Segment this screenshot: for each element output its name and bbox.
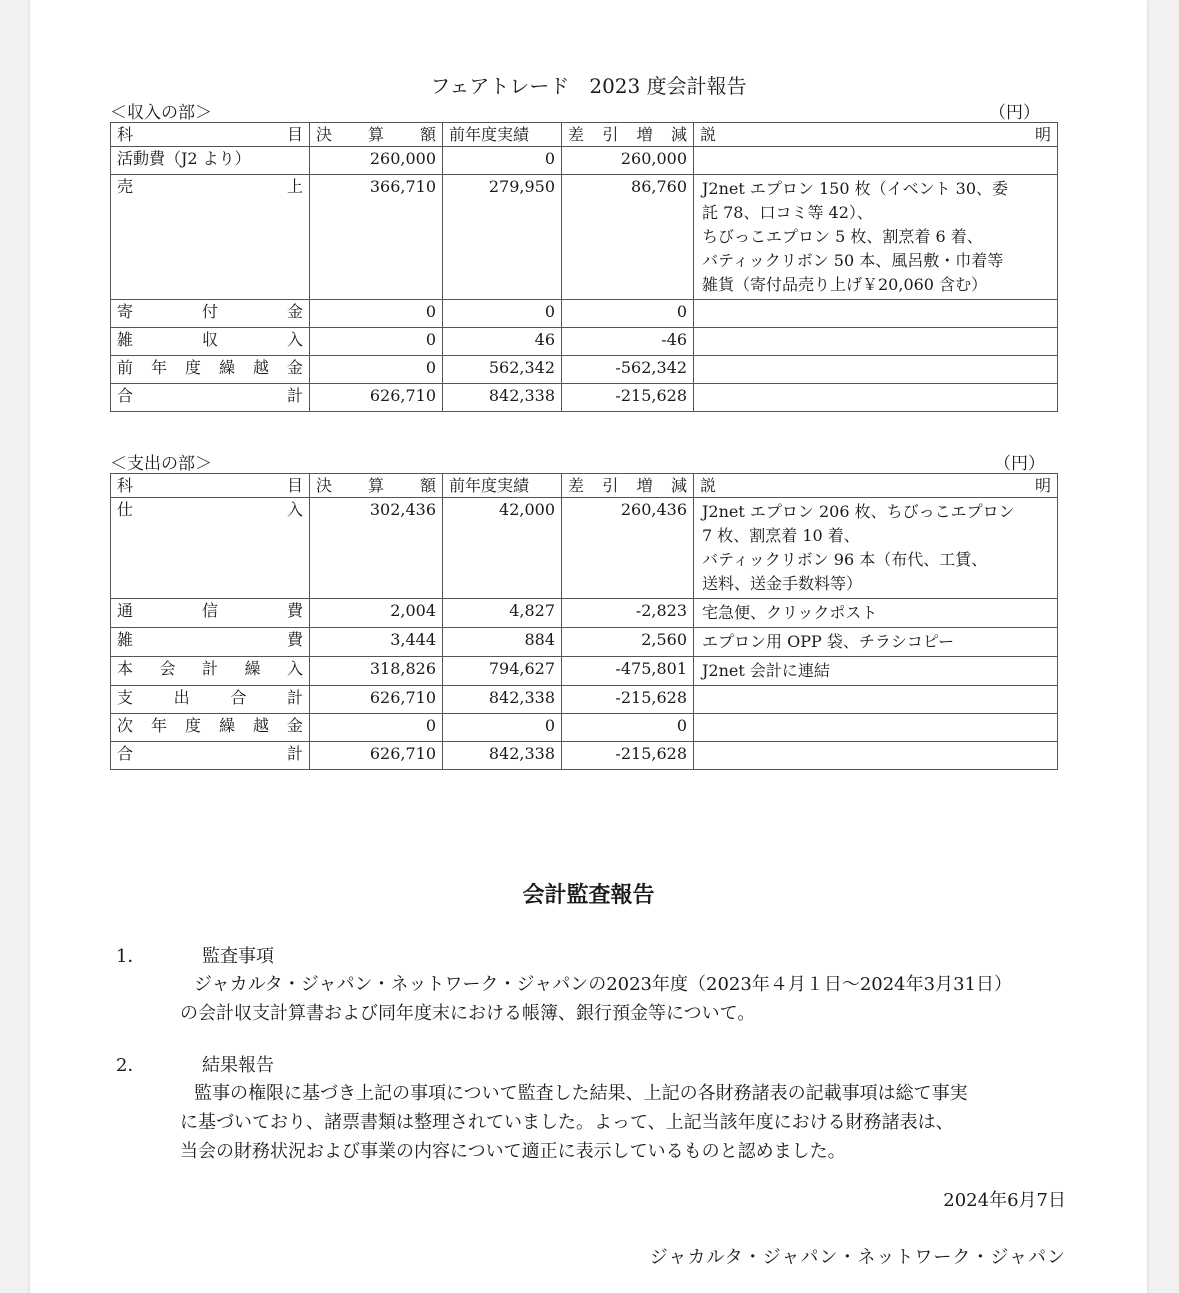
row-desc-line: バティックリボン 96 本（布代、工賃、 [702, 550, 988, 569]
row-desc-line: J2net エプロン 150 枚（イベント 30、委 [702, 179, 1009, 198]
row-settled: 0 [310, 300, 443, 328]
row-item-text: 繰 [244, 659, 261, 678]
row-settled: 2,004 [310, 599, 443, 628]
header-diff-text: 減 [670, 476, 687, 495]
document-page [30, 0, 1147, 1293]
row-diff: -475,801 [562, 657, 694, 686]
header-diff-text: 増 [636, 476, 653, 495]
header-desc [694, 123, 1058, 147]
row-prev: 0 [443, 147, 562, 175]
expense-table [110, 473, 1058, 770]
row-settled: 0 [310, 714, 443, 742]
row-item [111, 384, 310, 412]
audit-date: 2024年6月7日 [943, 1190, 1066, 1211]
row-item-text: 合 [117, 744, 134, 763]
report-title: フェアトレード 2023 度会計報告 [430, 74, 747, 98]
row-desc [694, 686, 1058, 714]
row-item-text: 合 [230, 688, 247, 707]
header-settled-text: 決 [316, 476, 333, 495]
header-settled [310, 474, 443, 498]
header-item-text: 目 [286, 125, 303, 144]
header-desc-text: 明 [1034, 125, 1051, 144]
row-item-text: 繰 [218, 716, 235, 735]
row-settled: 366,710 [310, 175, 443, 300]
row-prev: 842,338 [443, 384, 562, 412]
row-desc-line: エプロン用 OPP 袋、チラシコピー [702, 632, 955, 651]
row-desc [694, 628, 1058, 657]
row-desc [694, 356, 1058, 384]
row-prev: 42,000 [443, 498, 562, 599]
row-item-text: 次 [117, 716, 134, 735]
row-desc-line: J2net 会計に連結 [702, 661, 830, 680]
row-item-text: 上 [286, 177, 303, 196]
row-item [111, 147, 310, 175]
row-settled: 3,444 [310, 628, 443, 657]
row-item [111, 657, 310, 686]
row-diff: -215,628 [562, 686, 694, 714]
header-diff-text: 引 [602, 125, 619, 144]
audit-section2-line: に基づいており、諸票書類は整理されていました。よって、上記当該年度における財務諸表は、 [180, 1112, 954, 1133]
header-prev [443, 474, 562, 498]
row-item-text: 計 [286, 744, 303, 763]
row-item [111, 328, 310, 356]
audit-title: 会計監査報告 [522, 883, 655, 908]
row-prev: 279,950 [443, 175, 562, 300]
row-settled: 626,710 [310, 384, 443, 412]
header-desc [694, 474, 1058, 498]
row-desc [694, 328, 1058, 356]
row-item [111, 628, 310, 657]
row-item-text: 繰 [218, 358, 235, 377]
row-item-text: 出 [173, 688, 190, 707]
row-desc-line: 宅急便、クリックポスト [702, 603, 878, 622]
table-row [111, 356, 1058, 384]
table-row [111, 147, 1058, 175]
row-prev: 884 [443, 628, 562, 657]
row-diff: 86,760 [562, 175, 694, 300]
header-desc-text: 説 [700, 476, 717, 495]
table-row [111, 599, 1058, 628]
row-prev: 0 [443, 300, 562, 328]
row-diff: -215,628 [562, 742, 694, 770]
row-desc [694, 175, 1058, 300]
header-diff-text: 引 [602, 476, 619, 495]
row-item-text: 計 [286, 386, 303, 405]
row-item-text: 仕 [117, 500, 134, 519]
header-settled-text: 算 [367, 476, 384, 495]
table-row [111, 714, 1058, 742]
row-item-text: 収 [201, 330, 218, 349]
row-prev: 794,627 [443, 657, 562, 686]
row-prev: 4,827 [443, 599, 562, 628]
table-row [111, 628, 1058, 657]
row-item [111, 686, 310, 714]
row-item-text: 売 [117, 177, 134, 196]
row-desc [694, 657, 1058, 686]
row-item-text: 費 [286, 630, 303, 649]
row-item-text: 本 [117, 659, 134, 678]
income-unit: （円） [989, 103, 1040, 123]
row-item [111, 714, 310, 742]
row-diff: 0 [562, 300, 694, 328]
row-item-text: 通 [117, 601, 134, 620]
row-item-text: 会 [159, 659, 176, 678]
row-desc-line: バティックリボン 50 本、風呂敷・巾着等 [702, 251, 1004, 270]
header-item-text: 科 [117, 125, 134, 144]
header-diff [562, 474, 694, 498]
row-item [111, 498, 310, 599]
row-item-text: 金 [286, 302, 303, 321]
row-prev: 0 [443, 714, 562, 742]
row-item-text: 金 [286, 358, 303, 377]
row-diff: -46 [562, 328, 694, 356]
audit-section1-number: 1． [116, 946, 146, 967]
row-settled: 302,436 [310, 498, 443, 599]
row-item-text: 雑 [117, 630, 134, 649]
row-diff: 0 [562, 714, 694, 742]
audit-section2-title: 結果報告 [202, 1055, 274, 1076]
row-desc [694, 498, 1058, 599]
audit-section1-line: ジャカルタ・ジャパン・ネットワーク・ジャパンの2023年度（2023年４月１日〜2024年3月31日） [194, 974, 1012, 995]
row-item-text: 費 [286, 601, 303, 620]
row-desc [694, 742, 1058, 770]
header-settled-text: 算 [367, 125, 384, 144]
row-item-text: 支 [117, 688, 134, 707]
header-settled-text: 決 [316, 125, 333, 144]
row-item-text: 活動費（J2 より） [117, 149, 251, 168]
row-settled: 0 [310, 356, 443, 384]
row-diff: 2,560 [562, 628, 694, 657]
audit-section2-line: 当会の財務状況および事業の内容について適正に表示しているものと認めました。 [180, 1141, 846, 1162]
table-header-row [111, 123, 1058, 147]
row-settled: 626,710 [310, 742, 443, 770]
row-item-text: 越 [252, 358, 269, 377]
header-item-text: 目 [286, 476, 303, 495]
row-desc-line: 雑貨（寄付品売り上げ￥20,060 含む） [702, 275, 988, 294]
header-item-text: 科 [117, 476, 134, 495]
audit-organization: ジャカルタ・ジャパン・ネットワーク・ジャパン [649, 1247, 1066, 1268]
row-diff: 260,436 [562, 498, 694, 599]
header-settled [310, 123, 443, 147]
table-row [111, 686, 1058, 714]
row-diff: -2,823 [562, 599, 694, 628]
row-item-text: 入 [286, 659, 303, 678]
audit-section1-body [180, 970, 1080, 1028]
row-item-text: 度 [184, 358, 201, 377]
table-row [111, 300, 1058, 328]
row-item [111, 300, 310, 328]
header-diff-text: 差 [568, 476, 585, 495]
row-item-text: 付 [201, 302, 218, 321]
header-settled-text: 額 [419, 476, 436, 495]
row-item-text: 計 [286, 688, 303, 707]
income-section-label: ＜収入の部＞ [110, 103, 212, 123]
row-prev: 46 [443, 328, 562, 356]
row-item [111, 356, 310, 384]
header-prev-text: 前年度実績 [449, 476, 530, 495]
header-item [111, 123, 310, 147]
row-item-text: 合 [117, 386, 134, 405]
header-diff [562, 123, 694, 147]
header-item [111, 474, 310, 498]
expense-section-label: ＜支出の部＞ [110, 454, 212, 474]
row-item-text: 計 [201, 659, 218, 678]
audit-section1-title: 監査事項 [202, 946, 274, 967]
row-item-text: 信 [201, 601, 218, 620]
audit-section2-line: 監事の権限に基づき上記の事項について監査した結果、上記の各財務諸表の記載事項は総て事実 [194, 1083, 968, 1104]
table-row [111, 328, 1058, 356]
row-desc [694, 384, 1058, 412]
table-row [111, 742, 1058, 770]
audit-section2-body [180, 1079, 1080, 1166]
row-desc-line: J2net エプロン 206 枚、ちびっこエプロン [702, 502, 1015, 521]
row-item [111, 175, 310, 300]
row-item-text: 前 [117, 358, 134, 377]
row-prev: 842,338 [443, 686, 562, 714]
audit-section1-line: の会計収支計算書および同年度末における帳簿、銀行預金等について。 [180, 1003, 756, 1024]
table-row [111, 657, 1058, 686]
row-settled: 626,710 [310, 686, 443, 714]
header-desc-text: 説 [700, 125, 717, 144]
income-table [110, 122, 1058, 412]
row-item-text: 年 [150, 716, 167, 735]
header-prev [443, 123, 562, 147]
row-item-text: 越 [252, 716, 269, 735]
table-row [111, 498, 1058, 599]
row-desc [694, 714, 1058, 742]
audit-section2-number: 2． [116, 1055, 146, 1076]
row-diff: -562,342 [562, 356, 694, 384]
row-desc-line: 託 78、口コミ等 42）、 [702, 203, 873, 222]
row-item-text: 雑 [117, 330, 134, 349]
row-desc-line: 7 枚、割烹着 10 着、 [702, 526, 860, 545]
row-diff: 260,000 [562, 147, 694, 175]
header-diff-text: 差 [568, 125, 585, 144]
row-desc [694, 599, 1058, 628]
row-settled: 0 [310, 328, 443, 356]
row-diff: -215,628 [562, 384, 694, 412]
row-item-text: 入 [286, 330, 303, 349]
row-desc-line: 送料、送金手数料等） [702, 574, 863, 593]
header-diff-text: 減 [670, 125, 687, 144]
table-row [111, 175, 1058, 300]
row-item-text: 入 [286, 500, 303, 519]
row-settled: 260,000 [310, 147, 443, 175]
row-prev: 562,342 [443, 356, 562, 384]
header-desc-text: 明 [1034, 476, 1051, 495]
table-header-row [111, 474, 1058, 498]
table-row [111, 384, 1058, 412]
header-diff-text: 増 [636, 125, 653, 144]
row-settled: 318,826 [310, 657, 443, 686]
row-item-text: 金 [286, 716, 303, 735]
row-item [111, 742, 310, 770]
header-prev-text: 前年度実績 [449, 125, 530, 144]
row-desc-line: ちびっこエプロン 5 枚、割烹着 6 着、 [702, 227, 983, 246]
row-prev: 842,338 [443, 742, 562, 770]
row-item-text: 寄 [117, 302, 134, 321]
row-item-text: 年 [150, 358, 167, 377]
row-item-text: 度 [184, 716, 201, 735]
row-desc [694, 300, 1058, 328]
header-settled-text: 額 [419, 125, 436, 144]
row-desc [694, 147, 1058, 175]
row-item [111, 599, 310, 628]
expense-unit: （円） [994, 454, 1045, 474]
